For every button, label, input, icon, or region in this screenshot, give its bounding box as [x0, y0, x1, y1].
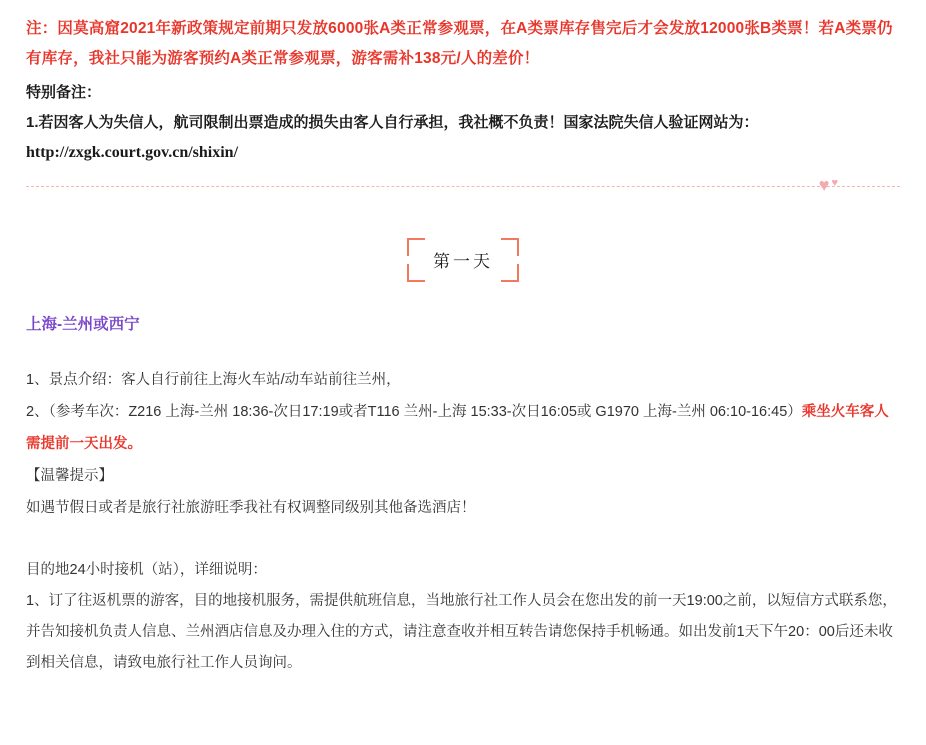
paragraph-spacer	[26, 524, 900, 554]
badge-corner-bottom-left-icon	[407, 264, 425, 282]
pickup-body: 1、订了往返机票的游客，目的地接机服务，需提供航班信息，当地旅行社工作人员会在您出发的前一天19:00之前，以短信方式联系您，并告知接机负责人信息、兰州酒店信息及办理入住的方式，请注意查收并相互转告请您保持手机畅通。如出发前1天下午20：00后还未收到相关信息，请致电旅行社工作人员询问。	[26, 593, 897, 671]
section-divider	[26, 176, 900, 202]
policy-warning-text: 注：因莫高窟2021年新政策规定前期只发放6000张A类正常参观票，在A类票库存售完后才会发放12000张B类票！若A类票仍有库存，我社只能为游客预约A类正常参观票，游客需补138元/人的差价！	[26, 20, 893, 67]
heart-icon-large: ♥	[818, 175, 831, 195]
heart-decoration	[819, 176, 838, 194]
day-badge	[407, 238, 519, 282]
route-title: 上海-兰州或西宁	[26, 316, 140, 333]
badge-corner-top-right-icon	[501, 238, 519, 256]
heart-icon-small: ♥	[831, 177, 839, 189]
itinerary-line-2	[26, 396, 900, 460]
tip-body: 如遇节假日或者是旅行社旅游旺季我社有权调整同级别其他备选酒店！	[26, 500, 476, 516]
day-badge-wrapper	[26, 238, 900, 282]
special-remark-item-1-text: 1.若因客人为失信人，航司限制出票造成的损失由客人自行承担，我社概不负责！国家法院失信人验证网站为：	[26, 114, 759, 131]
pickup-title: 目的地24小时接机（站），详细说明：	[26, 562, 267, 578]
special-remark-item-1	[26, 108, 900, 168]
tip-title: 【温馨提示】	[26, 468, 113, 484]
itinerary-line-2-text: 2、（参考车次：Z216 上海-兰州 18:36-次日17:19或者T116 兰州-上海 15:33-次日16:05或 G1970 上海-兰州 06:10-16:45）	[26, 404, 802, 420]
court-shixin-url[interactable]: http://zxgk.court.gov.cn/shixin/	[26, 144, 239, 161]
divider-dashed-line	[26, 186, 900, 187]
notice-block	[26, 14, 900, 168]
special-remarks-label: 特别备注：	[26, 84, 102, 101]
itinerary-line-2-highlight: 乘坐火车客人需提前一天出发。	[26, 404, 889, 452]
day-badge-label: 第一天	[433, 252, 493, 271]
itinerary-line-1: 1、景点介绍：客人自行前往上海火车站/动车站前往兰州，	[26, 372, 401, 388]
badge-corner-top-left-icon	[407, 238, 425, 256]
badge-corner-bottom-right-icon	[501, 264, 519, 282]
